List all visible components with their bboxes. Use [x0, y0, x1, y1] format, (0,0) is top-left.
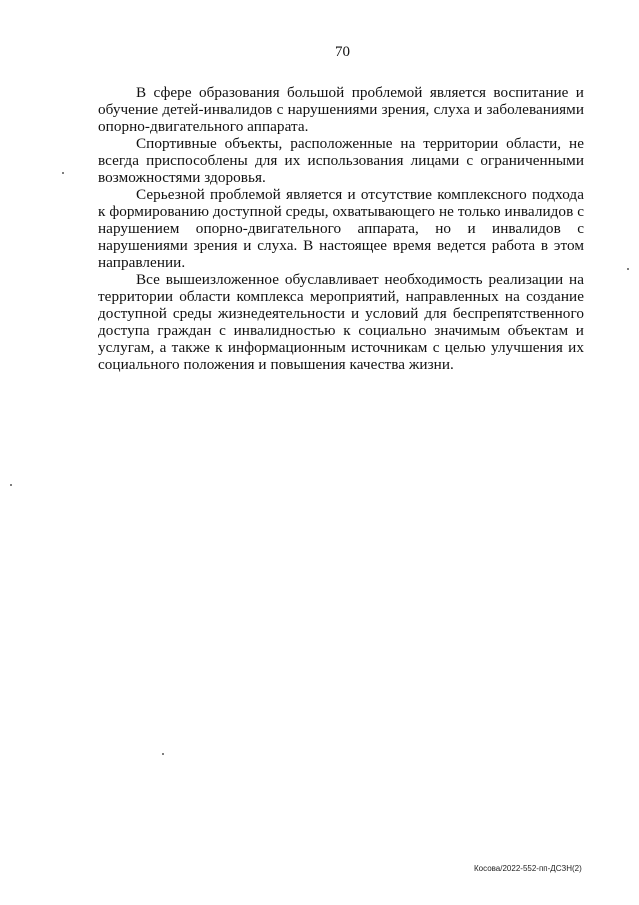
document-body — [98, 84, 584, 373]
paragraph-conclusion: Все вышеизложенное обуславливает необходимость реализации на территории области комплекса мероприятий, направленных на создание доступной среды жизнедеятельности и условий для беспрепятственного доступа граждан с инвалидностью к социально значимым объектам и услугам, а также к информационным источникам с целью улучшения их социального положения и повышения качества жизни. — [98, 271, 584, 373]
page-number: 70 — [335, 44, 350, 60]
paragraph-education: В сфере образования большой проблемой является воспитание и обучение детей-инвалидов с нарушениями зрения, слуха и заболеваниями опорно-двигательного аппарата. — [98, 84, 584, 135]
document-footer-code: Косова/2022-552-пп-ДСЗН(2) — [474, 864, 582, 873]
scan-speck — [162, 753, 164, 755]
paragraph-accessible-environment: Серьезной проблемой является и отсутствие комплексного подхода к формированию доступной среды, охватывающего не только инвалидов с нарушением опорно-двигательного аппарата, но и инвалидов с нарушениями зрения и слуха. В настоящее время ведется работа в этом направлении. — [98, 186, 584, 271]
scan-speck — [10, 484, 12, 486]
paragraph-sports-facilities: Спортивные объекты, расположенные на территории области, не всегда приспособлены для их использования лицами с ограниченными возможностями здоровья. — [98, 135, 584, 186]
scan-speck — [627, 268, 629, 270]
scan-speck — [62, 172, 64, 174]
